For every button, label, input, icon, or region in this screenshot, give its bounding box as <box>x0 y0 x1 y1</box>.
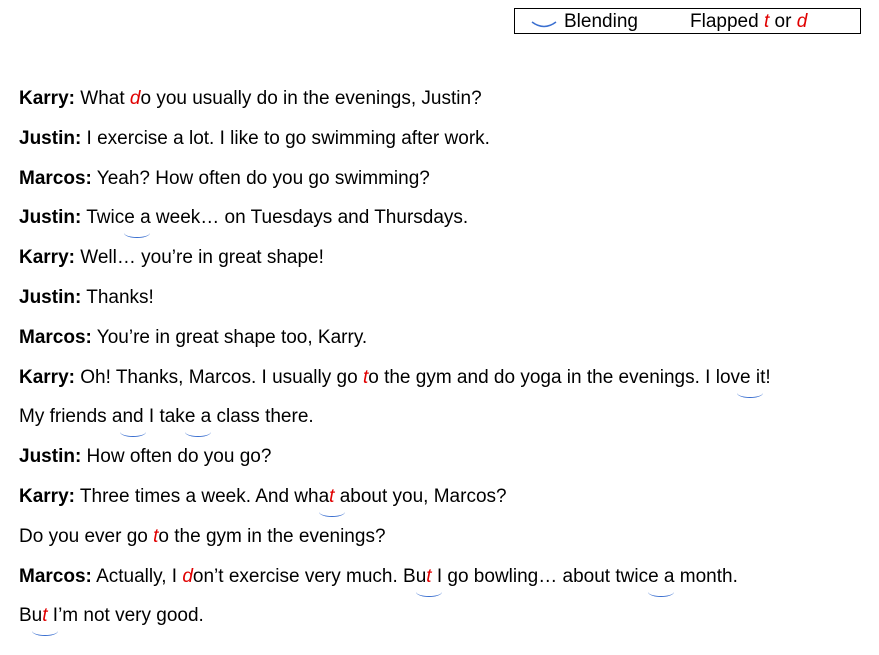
flapped-letter: t <box>362 366 369 388</box>
legend-flapped-label <box>690 11 807 33</box>
speaker-name: Karry: <box>19 485 75 507</box>
line-text: on’t exercise very much. Bu <box>192 565 427 587</box>
dialogue-line <box>19 524 869 564</box>
blended-segment: e a <box>184 406 212 428</box>
line-text: Bu <box>19 605 43 627</box>
dialogue-line <box>19 285 869 325</box>
legend-flapped-d: d <box>796 11 808 32</box>
dialogue-line <box>19 404 869 444</box>
speaker-name: Justin: <box>19 207 82 229</box>
line-text: week… on Tuesdays and Thursdays. <box>150 207 469 229</box>
speaker-name: Marcos: <box>19 565 92 587</box>
speaker-name: Justin: <box>19 286 82 308</box>
speaker-name: Karry: <box>19 366 75 388</box>
line-text: I go bowling… about twic <box>431 565 649 587</box>
dialogue-transcript <box>19 86 869 643</box>
blended-segment: e i <box>740 366 761 388</box>
dialogue-line <box>19 245 869 285</box>
line-text: Do you ever go <box>19 525 154 547</box>
line-text: I’m not very good. <box>47 605 204 627</box>
flapped-letter: t <box>153 525 159 547</box>
line-text: Thanks! <box>81 286 154 308</box>
line-text: Well… you’re in great shape! <box>74 247 324 269</box>
dialogue-line <box>19 444 869 484</box>
line-text: o you usually do in the evenings, Justin? <box>140 88 482 109</box>
line-text: Oh! Thanks, Marcos. I usually go <box>74 366 363 388</box>
flapped-blended-letter: t <box>426 565 432 587</box>
line-text: You’re in great shape too, Karry. <box>91 326 368 348</box>
line-text: t! <box>760 366 771 388</box>
line-text: o the gym in the evenings? <box>158 525 386 547</box>
line-text: class there. <box>211 406 314 428</box>
legend-flapped-t: t <box>763 11 770 32</box>
line-text: Three times a week. And wha <box>74 485 330 507</box>
dialogue-line <box>19 603 869 643</box>
legend-blending-label: Blending <box>564 11 638 32</box>
speaker-name: Justin: <box>19 127 82 149</box>
blended-segment: e a <box>124 207 151 229</box>
speaker-name: Marcos: <box>19 326 92 348</box>
blended-segment: nd <box>122 406 144 428</box>
legend-box <box>514 8 861 34</box>
speaker-name: Justin: <box>19 446 82 468</box>
speaker-name: Karry: <box>19 247 75 269</box>
flapped-blended-letter: t <box>329 485 335 507</box>
line-text: My friends a <box>19 406 123 428</box>
blending-arc-icon <box>531 21 557 29</box>
dialogue-line <box>19 484 869 524</box>
dialogue-line <box>19 325 869 365</box>
line-text: How often do you go? <box>81 446 272 468</box>
blended-segment: e a <box>648 565 675 587</box>
line-text: month. <box>674 565 738 587</box>
legend-flapped-text: Flapped <box>690 11 764 32</box>
flapped-blended-letter: t <box>42 605 48 627</box>
line-text: I exercise a lot. I like to go swimming after work. <box>81 127 490 149</box>
flapped-letter: d <box>182 565 193 587</box>
dialogue-line <box>19 205 869 245</box>
dialogue-line <box>19 126 869 166</box>
legend-flapped-or: or <box>769 11 797 32</box>
line-text: about you, Marcos? <box>334 485 507 507</box>
line-text: Yeah? How often do you go swimming? <box>91 167 430 189</box>
speaker-name: Marcos: <box>19 167 92 189</box>
dialogue-line <box>19 564 869 604</box>
line-text: Actually, I <box>91 565 183 587</box>
flapped-letter: d <box>129 88 141 109</box>
speaker-name: Karry: <box>19 88 75 109</box>
dialogue-line <box>19 166 869 206</box>
dialogue-line <box>19 86 869 126</box>
line-text: What <box>74 88 130 109</box>
line-text: I tak <box>143 406 185 428</box>
line-text: Twic <box>81 207 125 229</box>
line-text: o the gym and do yoga in the evenings. I lov <box>368 366 741 388</box>
dialogue-line <box>19 365 869 405</box>
